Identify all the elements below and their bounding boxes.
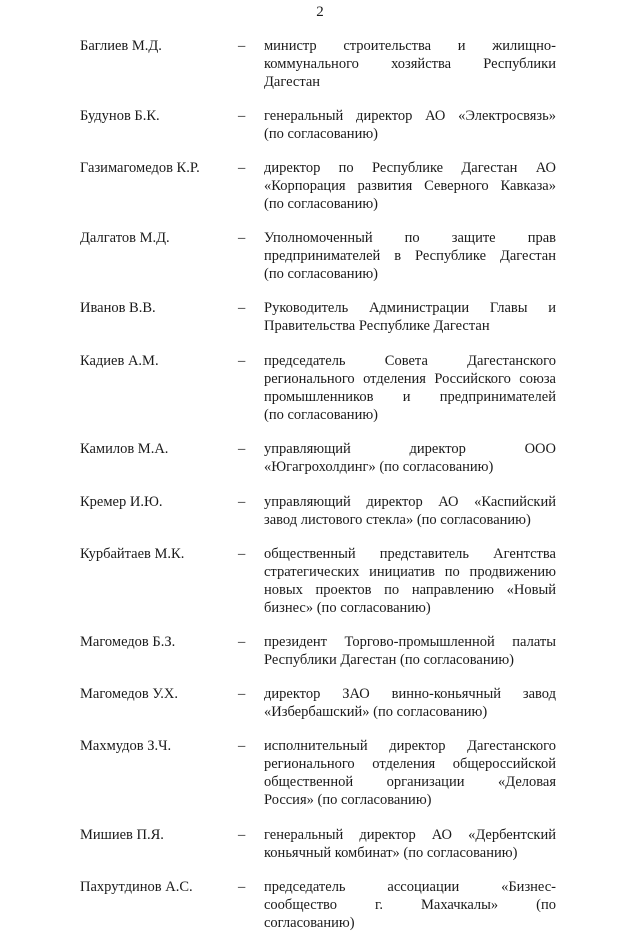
member-position bbox=[264, 37, 556, 91]
member-name: Пахрутдинов А.С. bbox=[80, 879, 193, 895]
member-position-line: Правительства Республике Дагестан bbox=[264, 318, 490, 334]
member-position-line: «Югагрохолдинг» (по согласованию) bbox=[264, 459, 494, 475]
member-name: Махмудов З.Ч. bbox=[80, 738, 172, 754]
member-position-line: генеральный директор АО «Дербентский bbox=[264, 827, 556, 843]
member-dash: – bbox=[238, 38, 246, 54]
member-dash: – bbox=[238, 230, 246, 246]
member-position-line: стратегических инициатив по продвижению bbox=[264, 564, 556, 580]
member-position bbox=[264, 493, 556, 529]
member-dash: – bbox=[238, 879, 246, 895]
member-dash: – bbox=[238, 353, 246, 369]
member-position-line: председатель ассоциации «Бизнес- bbox=[264, 879, 556, 895]
member-position-line: Дагестан bbox=[264, 74, 321, 90]
member-entry bbox=[0, 440, 640, 476]
member-position-line: Россия» (по согласованию) bbox=[264, 792, 432, 808]
member-position bbox=[264, 352, 556, 424]
member-name: Баглиев М.Д. bbox=[80, 38, 162, 54]
member-position-line: Республики Дагестан (по согласованию) bbox=[264, 652, 515, 668]
member-dash: – bbox=[238, 160, 246, 176]
member-name: Газимагомедов К.Р. bbox=[80, 160, 200, 176]
member-position-line: промышленников и предпринимателей bbox=[264, 389, 556, 405]
member-position-line: председатель Совета Дагестанского bbox=[264, 353, 556, 369]
member-position bbox=[264, 878, 556, 932]
member-dash: – bbox=[238, 634, 246, 650]
member-dash: – bbox=[238, 546, 246, 562]
member-name: Камилов М.А. bbox=[80, 441, 169, 457]
member-entry bbox=[0, 493, 640, 529]
member-name: Мишиев П.Я. bbox=[80, 827, 164, 843]
member-position-line: общественный представитель Агентства bbox=[264, 546, 556, 562]
member-position-line: директор по Республике Дагестан АО bbox=[264, 160, 556, 176]
member-dash: – bbox=[238, 686, 246, 702]
member-dash: – bbox=[238, 738, 246, 754]
member-position-line: (по согласованию) bbox=[264, 407, 378, 423]
member-position-line: Уполномоченный по защите прав bbox=[264, 230, 556, 246]
member-entry bbox=[0, 229, 640, 283]
member-position bbox=[264, 685, 556, 721]
member-list bbox=[0, 37, 640, 932]
member-entry bbox=[0, 826, 640, 862]
member-position bbox=[264, 440, 556, 476]
member-name: Иванов В.В. bbox=[80, 300, 156, 316]
member-dash: – bbox=[238, 108, 246, 124]
member-position bbox=[264, 737, 556, 809]
member-position bbox=[264, 633, 556, 669]
member-position bbox=[264, 107, 556, 143]
member-position-line: (по согласованию) bbox=[264, 196, 378, 212]
member-position-line: управляющий директор ООО bbox=[264, 441, 556, 457]
member-position bbox=[264, 545, 556, 617]
member-position-line: президент Торгово-промышленной палаты bbox=[264, 634, 556, 650]
member-position-line: новых проектов по направлению «Новый bbox=[264, 582, 556, 598]
member-position-line: (по согласованию) bbox=[264, 126, 378, 142]
member-position-line: генеральный директор АО «Электросвязь» bbox=[264, 108, 556, 124]
member-position-line: министр строительства и жилищно- bbox=[264, 38, 556, 54]
member-entry bbox=[0, 299, 640, 335]
member-entry bbox=[0, 545, 640, 617]
member-dash: – bbox=[238, 441, 246, 457]
member-position-line: бизнес» (по согласованию) bbox=[264, 600, 431, 616]
member-position-line: исполнительный директор Дагестанского bbox=[264, 738, 556, 754]
member-position-line: регионального отделения общероссийской bbox=[264, 756, 556, 772]
member-entry bbox=[0, 107, 640, 143]
member-position-line: коньячный комбинат» (по согласованию) bbox=[264, 845, 518, 861]
member-name: Далгатов М.Д. bbox=[80, 230, 170, 246]
member-position bbox=[264, 826, 556, 862]
member-position-line: коммунального хозяйства Республики bbox=[264, 56, 556, 72]
member-name: Магомедов У.Х. bbox=[80, 686, 179, 702]
member-entry bbox=[0, 878, 640, 932]
member-position-line: предпринимателей в Республике Дагестан bbox=[264, 248, 556, 264]
member-position-line: (по согласованию) bbox=[264, 266, 378, 282]
member-entry bbox=[0, 685, 640, 721]
member-name: Будунов Б.К. bbox=[80, 108, 160, 124]
member-position-line: директор ЗАО винно-коньячный завод bbox=[264, 686, 556, 702]
member-dash: – bbox=[238, 300, 246, 316]
member-entry bbox=[0, 352, 640, 424]
member-position-line: регионального отделения Российского союза bbox=[264, 371, 556, 387]
member-entry bbox=[0, 159, 640, 213]
member-position-line: завод листового стекла» (по согласованию) bbox=[264, 512, 531, 528]
member-name: Кремер И.Ю. bbox=[80, 494, 163, 510]
member-entry bbox=[0, 737, 640, 809]
member-position bbox=[264, 299, 556, 335]
member-position bbox=[264, 159, 556, 213]
member-position bbox=[264, 229, 556, 283]
member-position-line: управляющий директор АО «Каспийский bbox=[264, 494, 556, 510]
member-name: Курбайтаев М.К. bbox=[80, 546, 185, 562]
member-name: Кадиев А.М. bbox=[80, 353, 159, 369]
member-entry bbox=[0, 633, 640, 669]
member-position-line: согласованию) bbox=[264, 915, 355, 931]
member-position-line: «Корпорация развития Северного Кавказа» bbox=[264, 178, 556, 194]
member-position-line: Руководитель Администрации Главы и bbox=[264, 300, 556, 316]
member-dash: – bbox=[238, 494, 246, 510]
member-position-line: «Избербашский» (по согласованию) bbox=[264, 704, 488, 720]
page-number: 2 bbox=[316, 4, 324, 20]
member-dash: – bbox=[238, 827, 246, 843]
member-position-line: общественной организации «Деловая bbox=[264, 774, 556, 790]
member-position-line: сообщество г. Махачкалы» (по bbox=[264, 897, 556, 913]
member-name: Магомедов Б.З. bbox=[80, 634, 176, 650]
member-entry bbox=[0, 37, 640, 91]
